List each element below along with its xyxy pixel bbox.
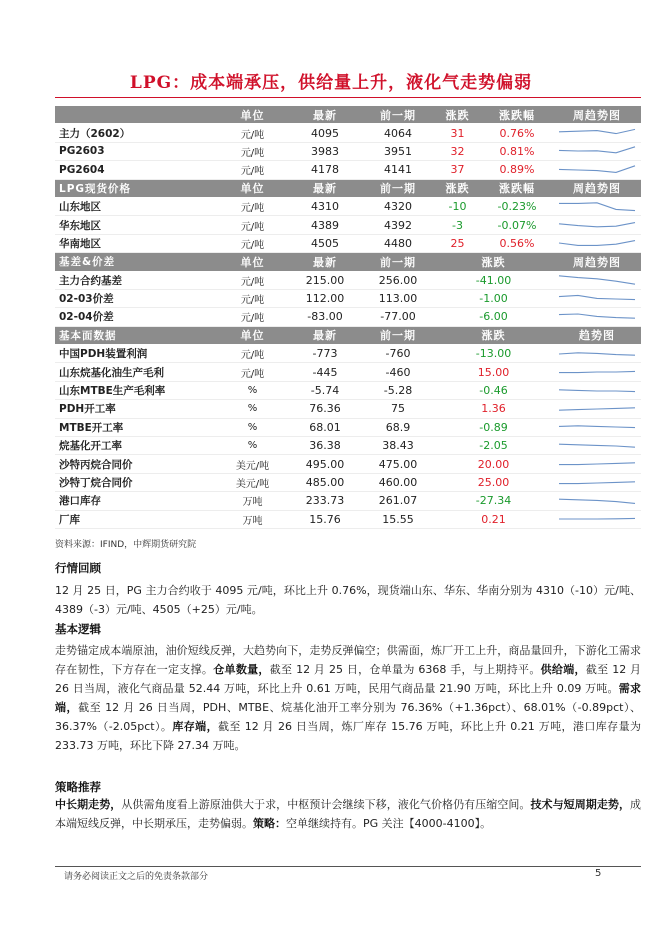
trend-sparkline [557, 384, 637, 398]
row-change: -41.00 [434, 271, 553, 289]
trend-sparkline [557, 163, 637, 177]
row-prev: -5.28 [362, 381, 434, 399]
row-latest: 68.01 [288, 418, 362, 436]
table-row [55, 216, 641, 234]
row-unit: 元/吨 [217, 308, 288, 326]
header-cell [55, 106, 217, 124]
section-header-row [55, 106, 641, 124]
row-unit: 美元/吨 [217, 455, 288, 473]
trend-line [559, 223, 635, 227]
header-cell: 涨跌幅 [481, 106, 553, 124]
table-row [55, 473, 641, 491]
trend-sparkline [557, 420, 637, 434]
row-latest: 36.38 [288, 437, 362, 455]
trend-line [559, 129, 635, 133]
row-change: -10 [434, 197, 481, 215]
row-name: MTBE开工率 [55, 418, 217, 436]
row-prev: 38.43 [362, 437, 434, 455]
row-prev: -77.00 [362, 308, 434, 326]
row-prev: 4320 [362, 197, 434, 215]
row-unit: 元/吨 [217, 289, 288, 307]
lpg-data-table [55, 106, 641, 529]
title-rule [55, 97, 641, 98]
row-latest: 215.00 [288, 271, 362, 289]
row-unit: 元/吨 [217, 216, 288, 234]
row-latest: -773 [288, 345, 362, 363]
row-change-pct: 0.81% [481, 142, 553, 160]
trend-sparkline [557, 457, 637, 471]
header-cell: 前一期 [362, 179, 434, 197]
row-change: -0.89 [434, 418, 553, 436]
header-cell: 单位 [217, 179, 288, 197]
table-row [55, 492, 641, 510]
row-unit: 元/吨 [217, 363, 288, 381]
section-header-row [55, 179, 641, 197]
header-cell: 单位 [217, 253, 288, 271]
row-unit: % [217, 381, 288, 399]
market-review-text: 12 月 25 日，PG 主力合约收于 4095 元/吨，环比上升 0.76%，现货端山东、华东、华南分别为 4310（-10）元/吨、4389（-3）元/吨、4505（+25）元/吨。 [55, 584, 641, 616]
source-note: 资料来源：IFIND，中辉期货研究院 [55, 540, 197, 550]
row-latest: 4095 [288, 124, 362, 142]
trend-sparkline [557, 402, 637, 416]
table-row [55, 381, 641, 399]
trend-line [559, 276, 635, 284]
row-change-pct: 0.76% [481, 124, 553, 142]
row-trend-cell [553, 455, 641, 473]
row-latest: 76.36 [288, 400, 362, 418]
row-prev: 68.9 [362, 418, 434, 436]
row-change-pct: 0.56% [481, 234, 553, 252]
row-unit: 元/吨 [217, 142, 288, 160]
row-prev: 113.00 [362, 289, 434, 307]
row-change: -2.05 [434, 437, 553, 455]
row-change: 20.00 [434, 455, 553, 473]
row-unit: 美元/吨 [217, 473, 288, 491]
row-latest: 112.00 [288, 289, 362, 307]
row-unit: 元/吨 [217, 197, 288, 215]
market-review-heading: 行情回顾 [55, 561, 101, 575]
row-trend-cell [553, 308, 641, 326]
trend-sparkline [557, 144, 637, 158]
header-cell: LPG现货价格 [55, 179, 217, 197]
row-prev: 75 [362, 400, 434, 418]
trend-line [559, 147, 635, 153]
trend-line [559, 314, 635, 318]
trend-sparkline [557, 476, 637, 490]
row-prev: 4141 [362, 161, 434, 179]
table-row [55, 197, 641, 215]
row-trend-cell [553, 510, 641, 528]
row-name: 02-04价差 [55, 308, 217, 326]
row-trend-cell [553, 271, 641, 289]
row-trend-cell [553, 216, 641, 234]
row-trend-cell [553, 142, 641, 160]
basic-logic-heading: 基本逻辑 [55, 622, 101, 636]
row-latest: 3983 [288, 142, 362, 160]
row-change: -0.46 [434, 381, 553, 399]
row-change: 25 [434, 234, 481, 252]
row-unit: % [217, 437, 288, 455]
row-change: -27.34 [434, 492, 553, 510]
row-prev: 475.00 [362, 455, 434, 473]
row-trend-cell [553, 400, 641, 418]
row-latest: 4389 [288, 216, 362, 234]
trend-sparkline [557, 494, 637, 508]
trend-line [559, 463, 635, 465]
trend-sparkline [557, 218, 637, 232]
section-header-row [55, 253, 641, 271]
row-trend-cell [553, 418, 641, 436]
trend-sparkline [557, 347, 637, 361]
table-row [55, 510, 641, 528]
row-name: 02-03价差 [55, 289, 217, 307]
table-row [55, 161, 641, 179]
row-name: 烷基化开工率 [55, 437, 217, 455]
footer-disclaimer: 请务必阅读正文之后的免责条款部分 [64, 872, 209, 882]
row-trend-cell [553, 437, 641, 455]
table-row [55, 455, 641, 473]
trend-sparkline [557, 365, 637, 379]
trend-line [559, 202, 635, 210]
row-name: 沙特丙烷合同价 [55, 455, 217, 473]
row-latest: 233.73 [288, 492, 362, 510]
row-name: 中国PDH装置利润 [55, 345, 217, 363]
table-row [55, 437, 641, 455]
row-trend-cell [553, 161, 641, 179]
table-row [55, 234, 641, 252]
row-unit: % [217, 400, 288, 418]
row-trend-cell [553, 124, 641, 142]
trend-line [559, 499, 635, 503]
row-change: -1.00 [434, 289, 553, 307]
table-row [55, 289, 641, 307]
row-name: PG2603 [55, 142, 217, 160]
row-latest: -83.00 [288, 308, 362, 326]
row-name: 华东地区 [55, 216, 217, 234]
row-change: 37 [434, 161, 481, 179]
trend-line [559, 372, 635, 373]
row-prev: -760 [362, 345, 434, 363]
row-unit: 万吨 [217, 510, 288, 528]
table-row [55, 418, 641, 436]
row-name: 山东MTBE生产毛利率 [55, 381, 217, 399]
row-change: -6.00 [434, 308, 553, 326]
trend-sparkline [557, 512, 637, 526]
table-row [55, 363, 641, 381]
row-unit: 元/吨 [217, 271, 288, 289]
page-title: LPG：成本端承压，供给量上升，液化气走势偏弱 [129, 73, 533, 93]
header-cell: 涨跌 [434, 179, 481, 197]
header-cell: 基差&价差 [55, 253, 217, 271]
footer-rule [55, 866, 641, 867]
row-name: 厂库 [55, 510, 217, 528]
trend-sparkline [557, 310, 637, 324]
row-trend-cell [553, 473, 641, 491]
row-name: PG2604 [55, 161, 217, 179]
row-change: -3 [434, 216, 481, 234]
trend-line [559, 481, 635, 483]
row-unit: 元/吨 [217, 345, 288, 363]
basic-logic-text: 走势锚定成本端原油，油价短线反弹，大趋势向下，走势反弹偏空；供需面，炼厂开工上升，商品量回升，下游化工需求存在韧性，下方存在一定支撑。仓单数量，截至 12 月 25 日，仓单量为 6368 手，与上期持平。供给端，截至 12 月 26 日当周，液化气商品量 52.44 万吨，环比上升 0.61 万吨，民用气商品量 21.90 万吨，环比上升 0.09 万吨。需求端，截至 12 月 26 日当周，PDH、MTBE、烷基化油开工率分别为 76.36%（+1.36pct）、68.01%（-0.89pct）、36.37%（-2.05pct）。库存端，截至 12 月 26 日当周，炼厂库存 15.76 万吨，环比上升 0.21 万吨，港口库存量为 233.73 万吨，环比下降 27.34 万吨。 [55, 644, 642, 752]
table-row [55, 142, 641, 160]
header-cell: 最新 [288, 253, 362, 271]
row-unit: % [217, 418, 288, 436]
row-change-pct: 0.89% [481, 161, 553, 179]
row-change: 15.00 [434, 363, 553, 381]
row-change: 32 [434, 142, 481, 160]
header-cell: 最新 [288, 326, 362, 344]
row-unit: 万吨 [217, 492, 288, 510]
row-prev: 4480 [362, 234, 434, 252]
trend-sparkline [557, 200, 637, 214]
header-cell: 单位 [217, 106, 288, 124]
row-latest: 4178 [288, 161, 362, 179]
header-cell: 最新 [288, 179, 362, 197]
header-cell: 前一期 [362, 326, 434, 344]
header-cell: 最新 [288, 106, 362, 124]
row-trend-cell [553, 345, 641, 363]
row-prev: 3951 [362, 142, 434, 160]
row-change: 0.21 [434, 510, 553, 528]
row-trend-cell [553, 197, 641, 215]
header-cell: 前一期 [362, 253, 434, 271]
row-change: -13.00 [434, 345, 553, 363]
strategy-heading: 策略推荐 [55, 780, 101, 794]
trend-sparkline [557, 273, 637, 287]
header-cell: 基本面数据 [55, 326, 217, 344]
trend-line [559, 389, 635, 391]
table-row [55, 345, 641, 363]
row-prev: -460 [362, 363, 434, 381]
row-name: 山东地区 [55, 197, 217, 215]
row-latest: 4505 [288, 234, 362, 252]
header-cell: 涨跌幅 [481, 179, 553, 197]
row-prev: 256.00 [362, 271, 434, 289]
table-row [55, 308, 641, 326]
row-name: 主力合约基差 [55, 271, 217, 289]
row-change-pct: -0.23% [481, 197, 553, 215]
trend-line [559, 241, 635, 246]
row-prev: 15.55 [362, 510, 434, 528]
row-latest: 15.76 [288, 510, 362, 528]
row-prev: 261.07 [362, 492, 434, 510]
page-number: 5 [595, 868, 602, 879]
header-cell: 周趋势图 [553, 253, 641, 271]
row-change-pct: -0.07% [481, 216, 553, 234]
trend-line [559, 426, 635, 428]
row-trend-cell [553, 381, 641, 399]
trend-line [559, 444, 635, 447]
strategy-text: 中长期走势，从供需角度看上游原油供大于求，中枢预计会继续下移，液化气价格仍有压缩空间。技术与短周期走势，成本端短线反弹，中长期承压，走势偏弱。策略：空单继续持有。PG 关注【4000-4100】。 [55, 798, 642, 830]
trend-sparkline [557, 292, 637, 306]
row-unit: 元/吨 [217, 124, 288, 142]
trend-sparkline [557, 236, 637, 250]
row-unit: 元/吨 [217, 161, 288, 179]
header-cell: 单位 [217, 326, 288, 344]
row-name: 主力（2602） [55, 124, 217, 142]
row-latest: 4310 [288, 197, 362, 215]
header-cell: 周趋势图 [553, 179, 641, 197]
header-cell: 涨跌 [434, 326, 553, 344]
table-row [55, 271, 641, 289]
trend-line [559, 166, 635, 173]
row-prev: 4392 [362, 216, 434, 234]
row-unit: 元/吨 [217, 234, 288, 252]
section-header-row [55, 326, 641, 344]
row-trend-cell [553, 492, 641, 510]
row-change: 25.00 [434, 473, 553, 491]
header-cell: 前一期 [362, 106, 434, 124]
trend-line [559, 408, 635, 410]
trend-line [559, 353, 635, 355]
header-cell: 涨跌 [434, 253, 553, 271]
table-row [55, 124, 641, 142]
trend-line [559, 295, 635, 299]
row-name: 华南地区 [55, 234, 217, 252]
row-prev: 460.00 [362, 473, 434, 491]
trend-sparkline [557, 126, 637, 140]
row-change: 31 [434, 124, 481, 142]
trend-sparkline [557, 439, 637, 453]
row-latest: 495.00 [288, 455, 362, 473]
row-latest: -5.74 [288, 381, 362, 399]
row-prev: 4064 [362, 124, 434, 142]
row-latest: -445 [288, 363, 362, 381]
row-name: 沙特丁烷合同价 [55, 473, 217, 491]
header-cell: 周趋势图 [553, 106, 641, 124]
row-name: 山东烷基化油生产毛利 [55, 363, 217, 381]
row-change: 1.36 [434, 400, 553, 418]
row-trend-cell [553, 289, 641, 307]
row-trend-cell [553, 234, 641, 252]
row-name: 港口库存 [55, 492, 217, 510]
row-name: PDH开工率 [55, 400, 217, 418]
header-cell: 趋势图 [553, 326, 641, 344]
row-latest: 485.00 [288, 473, 362, 491]
row-trend-cell [553, 363, 641, 381]
trend-line [559, 519, 635, 520]
table-row [55, 400, 641, 418]
header-cell: 涨跌 [434, 106, 481, 124]
